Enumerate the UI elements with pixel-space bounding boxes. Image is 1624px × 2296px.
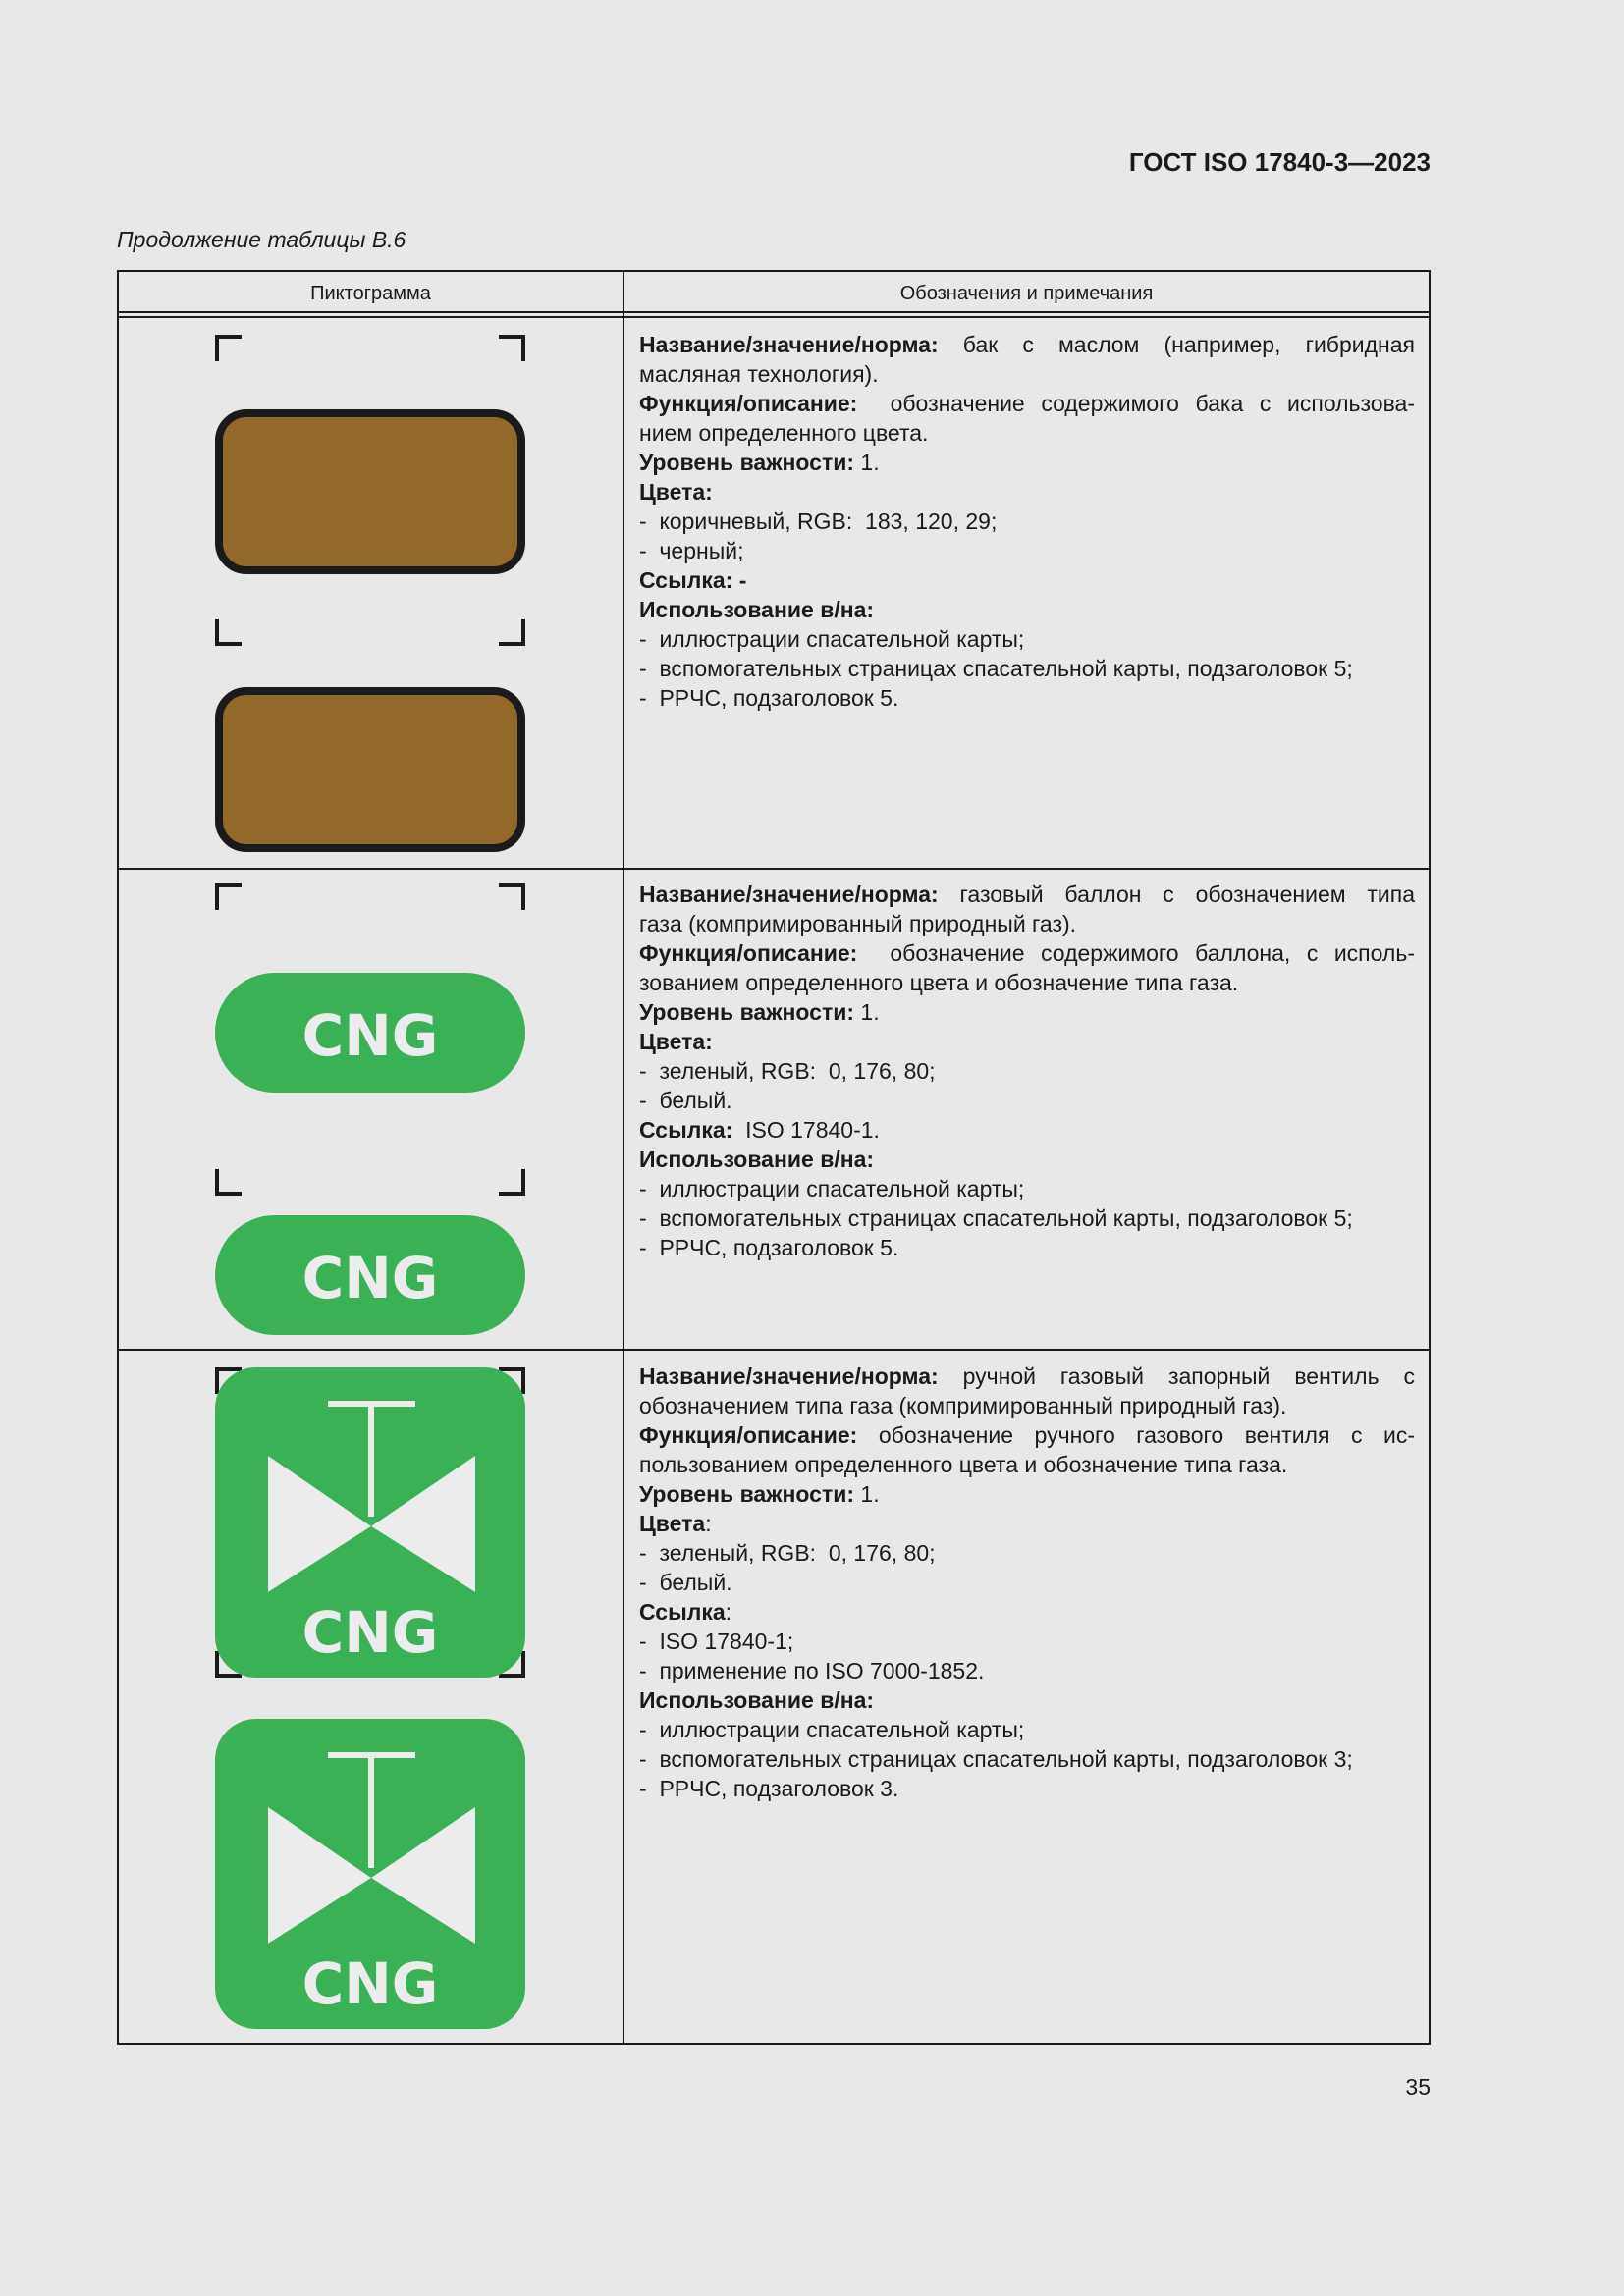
note-label: Функция/описание:: [639, 940, 858, 966]
document-code: ГОСТ ISO 17840-3—2023: [1128, 147, 1431, 177]
note-text: пользованием определенного цвета и обозначение типа газа.: [639, 1452, 1288, 1477]
note-line: [639, 1362, 1415, 1391]
note-line: [639, 330, 1415, 359]
note-label: Цвета:: [639, 479, 713, 505]
note-text: - РРЧС, подзаголовок 5.: [639, 685, 899, 711]
note-line: [639, 997, 1415, 1027]
note-text: газовый баллон с обозначением типа: [938, 881, 1415, 907]
note-line: [639, 1450, 1415, 1479]
note-line: [639, 1027, 1415, 1056]
row-notes: [639, 880, 1415, 1262]
note-label: Название/значение/норма:: [639, 1363, 939, 1389]
note-text: бак с маслом (например, гибридная: [938, 332, 1415, 357]
note-line: [639, 1115, 1415, 1145]
note-text: ручной газовый запорный вентиль с: [938, 1363, 1415, 1389]
note-line: [639, 968, 1415, 997]
note-label: Цвета: [639, 1511, 706, 1536]
note-line: [639, 1203, 1415, 1233]
note-text: обозначение содержимого бака с использова-: [857, 391, 1415, 416]
note-text: - коричневый, RGB: 183, 120, 29;: [639, 508, 998, 534]
oil-tank-icon: [219, 413, 521, 570]
note-text: - вспомогательных страницах спасательной карты, подзаголовок 5;: [639, 656, 1353, 681]
note-line: [639, 1597, 1415, 1627]
note-label: Уровень важности:: [639, 1481, 855, 1507]
table-border: [1429, 270, 1431, 2045]
cng-cylinder-pictogram: [215, 883, 525, 1337]
cng-label: CNG: [301, 1002, 439, 1069]
table-border: [623, 270, 624, 2045]
note-label: Использование в/на:: [639, 597, 875, 622]
note-text: нием определенного цвета.: [639, 420, 929, 446]
note-line: [639, 1509, 1415, 1538]
note-line: [639, 1056, 1415, 1086]
note-label: Название/значение/норма:: [639, 881, 939, 907]
cng-label: CNG: [301, 1599, 439, 1666]
note-line: [639, 1233, 1415, 1262]
note-label: Уровень важности:: [639, 450, 855, 475]
note-text: обозначением типа газа (компримированный природный газ).: [639, 1393, 1287, 1418]
table-border: [117, 270, 1431, 272]
note-line: [639, 1744, 1415, 1774]
cng-label: CNG: [301, 1245, 439, 1311]
note-line: [639, 909, 1415, 938]
note-label: Функция/описание:: [639, 1422, 858, 1448]
note-text: - иллюстрации спасательной карты;: [639, 1717, 1025, 1742]
note-text: - белый.: [639, 1570, 732, 1595]
oil-tank-icon: [219, 691, 521, 848]
note-label: Название/значение/норма:: [639, 332, 939, 357]
table-border: [117, 1349, 1431, 1351]
note-text: ISO 17840-1.: [732, 1117, 880, 1143]
note-text: - ISO 17840-1;: [639, 1629, 794, 1654]
note-text: - иллюстрации спасательной карты;: [639, 1176, 1025, 1201]
note-line: [639, 418, 1415, 448]
valve-icon: [215, 1719, 525, 2029]
note-line: [639, 359, 1415, 389]
note-line: [639, 624, 1415, 654]
table-caption: Продолжение таблицы В.6: [117, 227, 406, 252]
row-notes: [639, 330, 1415, 713]
note-label: Цвета:: [639, 1029, 713, 1054]
note-line: [639, 880, 1415, 909]
note-line: [639, 1538, 1415, 1568]
note-text: масляная технология).: [639, 361, 879, 387]
note-text: - применение по ISO 7000-1852.: [639, 1658, 985, 1683]
note-label: Функция/описание:: [639, 391, 858, 416]
note-text: - черный;: [639, 538, 744, 563]
note-line: [639, 938, 1415, 968]
note-line: [639, 1174, 1415, 1203]
valve-icon: [215, 1367, 525, 1678]
note-line: [639, 536, 1415, 565]
page-number: 35: [1405, 2074, 1431, 2100]
note-line: [639, 448, 1415, 477]
note-line: [639, 1086, 1415, 1115]
note-text: обозначение ручного газового вентиля с ис-: [857, 1422, 1415, 1448]
note-text: 1.: [854, 1481, 880, 1507]
note-text: :: [725, 1599, 732, 1625]
table-border: [117, 270, 119, 2045]
note-text: - иллюстрации спасательной карты;: [639, 626, 1025, 652]
note-text: зованием определенного цвета и обозначение типа газа.: [639, 970, 1239, 995]
row-notes: [639, 1362, 1415, 1803]
note-line: [639, 1391, 1415, 1420]
note-line: [639, 595, 1415, 624]
note-text: 1.: [854, 999, 880, 1025]
note-line: [639, 389, 1415, 418]
note-line: [639, 1656, 1415, 1685]
note-text: :: [705, 1511, 712, 1536]
note-text: - РРЧС, подзаголовок 5.: [639, 1235, 899, 1260]
column-header-pictogram: Пиктограмма: [310, 283, 431, 304]
cng-valve-pictogram: [215, 1367, 525, 2031]
note-label: Уровень важности:: [639, 999, 855, 1025]
note-text: обозначение содержимого баллона, с исполь-: [857, 940, 1415, 966]
table-border: [117, 868, 1431, 870]
note-line: [639, 507, 1415, 536]
note-label: Ссылка: [639, 1599, 726, 1625]
column-header-notes: Обозначения и примечания: [899, 283, 1154, 304]
note-text: - зеленый, RGB: 0, 176, 80;: [639, 1540, 936, 1566]
note-label: Ссылка:: [639, 1117, 733, 1143]
note-line: [639, 1568, 1415, 1597]
note-text: - вспомогательных страницах спасательной карты, подзаголовок 3;: [639, 1746, 1353, 1772]
note-text: - вспомогательных страницах спасательной карты, подзаголовок 5;: [639, 1205, 1353, 1231]
note-label: Использование в/на:: [639, 1687, 875, 1713]
note-line: [639, 1627, 1415, 1656]
table-border: [117, 316, 1431, 318]
note-text: - зеленый, RGB: 0, 176, 80;: [639, 1058, 936, 1084]
note-line: [639, 1685, 1415, 1715]
note-line: [639, 1420, 1415, 1450]
note-line: [639, 1479, 1415, 1509]
note-line: [639, 1774, 1415, 1803]
note-line: [639, 477, 1415, 507]
note-line: [639, 1145, 1415, 1174]
note-line: [639, 565, 1415, 595]
note-text: - РРЧС, подзаголовок 3.: [639, 1776, 899, 1801]
note-label: Ссылка: -: [639, 567, 747, 593]
oil-tank-pictogram: [215, 335, 525, 855]
note-line: [639, 683, 1415, 713]
cng-label: CNG: [301, 1950, 439, 2017]
note-text: 1.: [854, 450, 880, 475]
note-text: газа (компримированный природный газ).: [639, 911, 1077, 936]
table-border: [117, 311, 1431, 313]
note-line: [639, 1715, 1415, 1744]
note-line: [639, 654, 1415, 683]
table-border: [117, 2043, 1431, 2045]
note-text: - белый.: [639, 1088, 732, 1113]
note-label: Использование в/на:: [639, 1147, 875, 1172]
